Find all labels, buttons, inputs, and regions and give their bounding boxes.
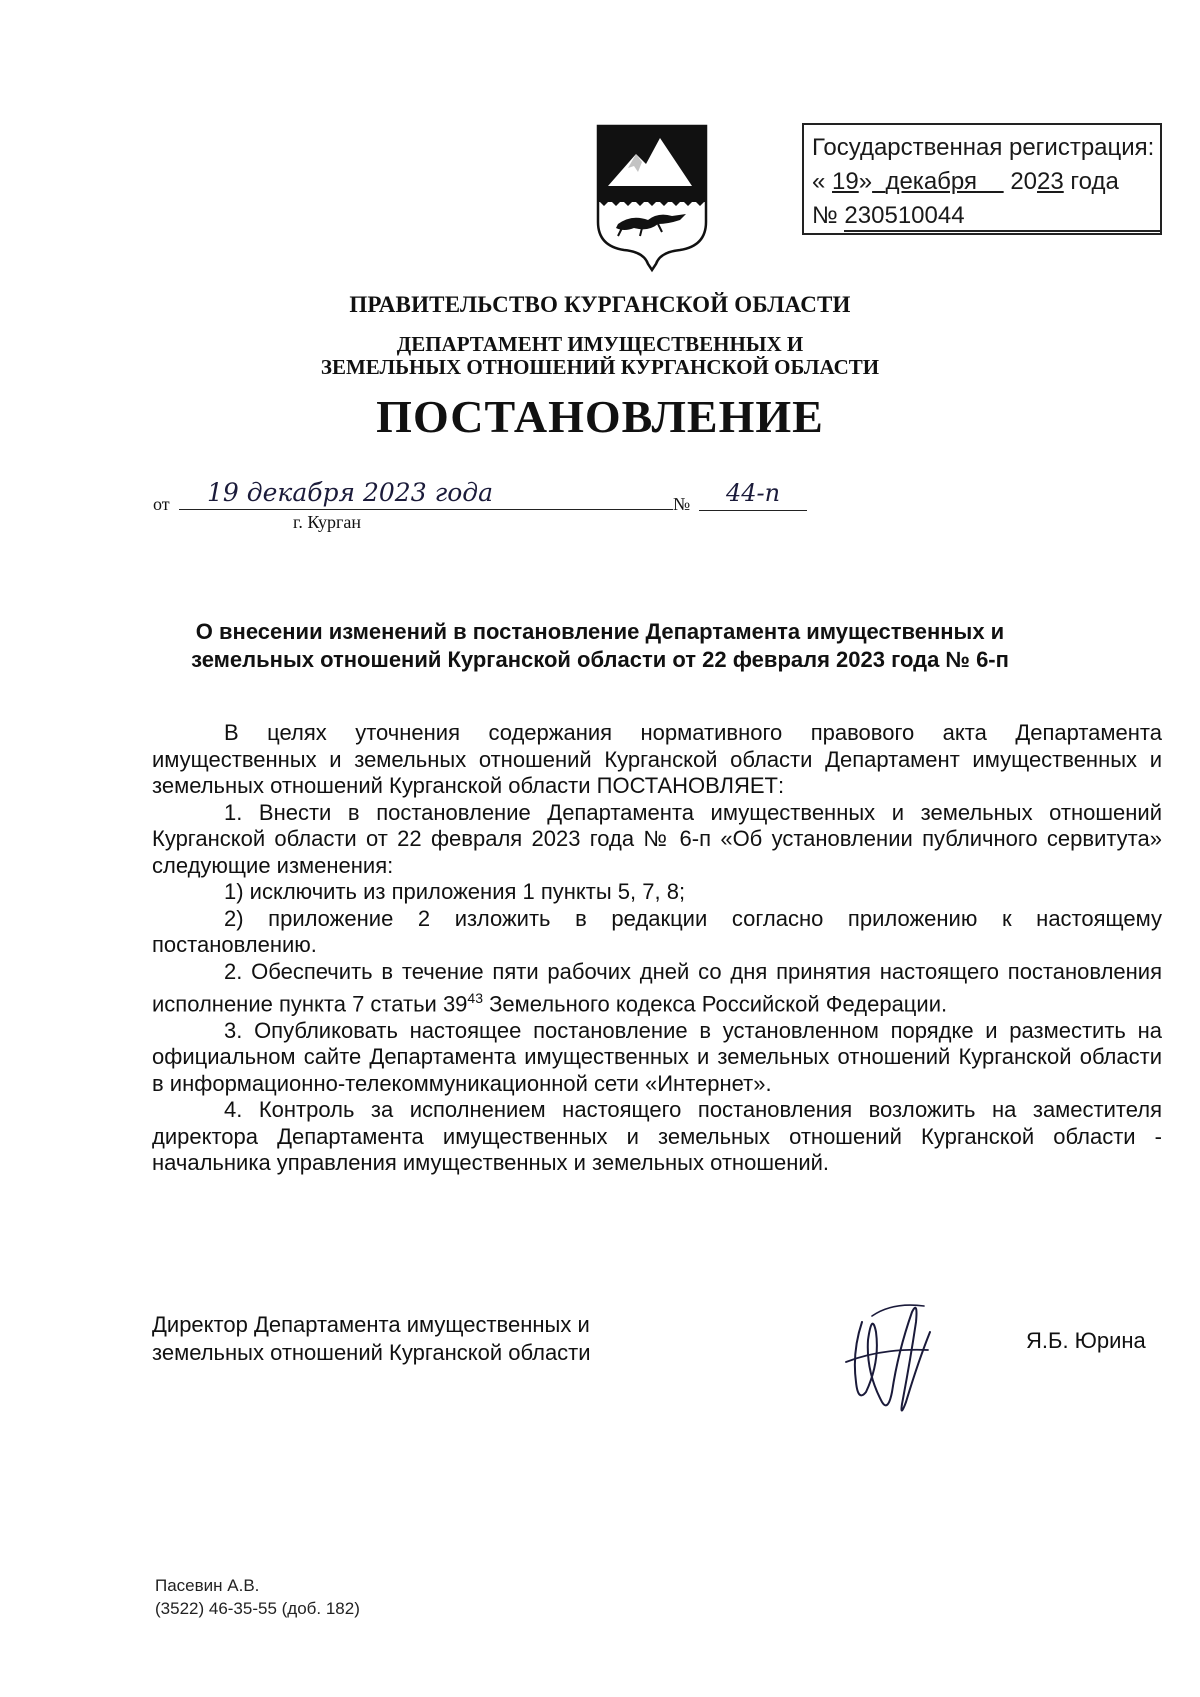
document-number-sign: № — [673, 494, 691, 514]
registration-month: декабря — [885, 168, 977, 195]
executor-block — [155, 1574, 360, 1620]
registration-number-sign: № — [812, 202, 838, 229]
signatory-position-line1: Директор Департамента имущественных и — [152, 1312, 590, 1337]
handwritten-date: 19 декабря 2023 года — [179, 478, 673, 510]
item-1-paragraph: 1. Внести в постановление Департамента имущественных и земельных отношений Курганской области от 22 февраля 2023 года № 6-п «Об установлении публичного сервитута» следующие изменения: — [152, 799, 1162, 878]
executor-phone: (3522) 46-35-55 (доб. 182) — [155, 1599, 360, 1618]
document-type-title: ПОСТАНОВЛЕНИЕ — [376, 391, 824, 442]
item-3-paragraph: 3. Опубликовать настоящее постановление в установленном порядке и разместить на официальном сайте Департамента имущественных и земельных отношений Курганской области в информационно-телекоммуникационной сети «Интернет». — [152, 1017, 1162, 1096]
handwritten-signature — [832, 1292, 952, 1422]
department-title-line1: ДЕПАРТАМЕНТ ИМУЩЕСТВЕННЫХ И — [396, 332, 804, 356]
executor-name: Пасевин А.В. — [155, 1576, 260, 1595]
item-2-paragraph — [152, 959, 1162, 1018]
signatory-name: Я.Б. Юрина — [1026, 1328, 1146, 1353]
registration-number: 230510044 — [844, 202, 1160, 232]
registration-quote-close: » — [858, 168, 873, 195]
document-subject — [120, 618, 1080, 674]
department-title — [0, 333, 1200, 379]
registration-year-prefix: 20 — [1010, 168, 1038, 195]
preamble-paragraph: В целях уточнения содержания нормативного правового акта Департамента имущественных и земельных отношений Курганской области Департамент имущественных и земельных отношений Курганской области ПОСТАНОВЛЯЕТ: — [152, 720, 1162, 798]
registration-year-word: года — [1070, 168, 1119, 195]
date-from-label: от — [153, 494, 170, 514]
item-2-text-part2: Земельного кодекса Российской Федерации. — [483, 991, 948, 1017]
item-2-superscript: 43 — [467, 990, 483, 1006]
coat-of-arms-icon — [592, 124, 712, 274]
registration-quote-open: « — [812, 168, 826, 195]
signatory-position — [152, 1311, 591, 1367]
item-4-paragraph: 4. Контроль за исполнением настоящего постановления возложить на заместителя директора Департамента имущественных и земельных отношений Курганской области - начальника управления имущественных и земельных отношений. — [152, 1097, 1162, 1176]
registration-stamp — [802, 123, 1162, 235]
item-2-text-part1: 2. Обеспечить в течение пяти рабочих дней со дня принятия настоящего постановления исполнение пункта 7 статьи 39 — [152, 958, 1162, 1017]
registration-year-suffix: 23 — [1037, 168, 1064, 195]
document-body — [152, 720, 1162, 1177]
subject-line1: О внесении изменений в постановление Департамента имущественных и — [195, 619, 1005, 644]
department-title-line2: ЗЕМЕЛЬНЫХ ОТНОШЕНИЙ КУРГАНСКОЙ ОБЛАСТИ — [320, 355, 880, 379]
subject-line2: земельных отношений Курганской области от 22 февраля 2023 года № 6-п — [191, 647, 1009, 672]
government-title: ПРАВИТЕЛЬСТВО КУРГАНСКОЙ ОБЛАСТИ — [349, 292, 851, 317]
signatory-position-line2: земельных отношений Курганской области — [152, 1340, 591, 1365]
city-label: г. Курган — [293, 512, 362, 532]
registration-day: 19 — [832, 168, 859, 195]
item-1-subitem-2: 2) приложение 2 изложить в редакции согласно приложению к настоящему постановлению. — [152, 905, 1162, 957]
registration-label: Государственная регистрация: — [812, 134, 1155, 161]
handwritten-document-number: 44-п — [699, 478, 807, 511]
item-1-subitem-1: 1) исключить из приложения 1 пункты 5, 7, 8; — [224, 879, 686, 904]
